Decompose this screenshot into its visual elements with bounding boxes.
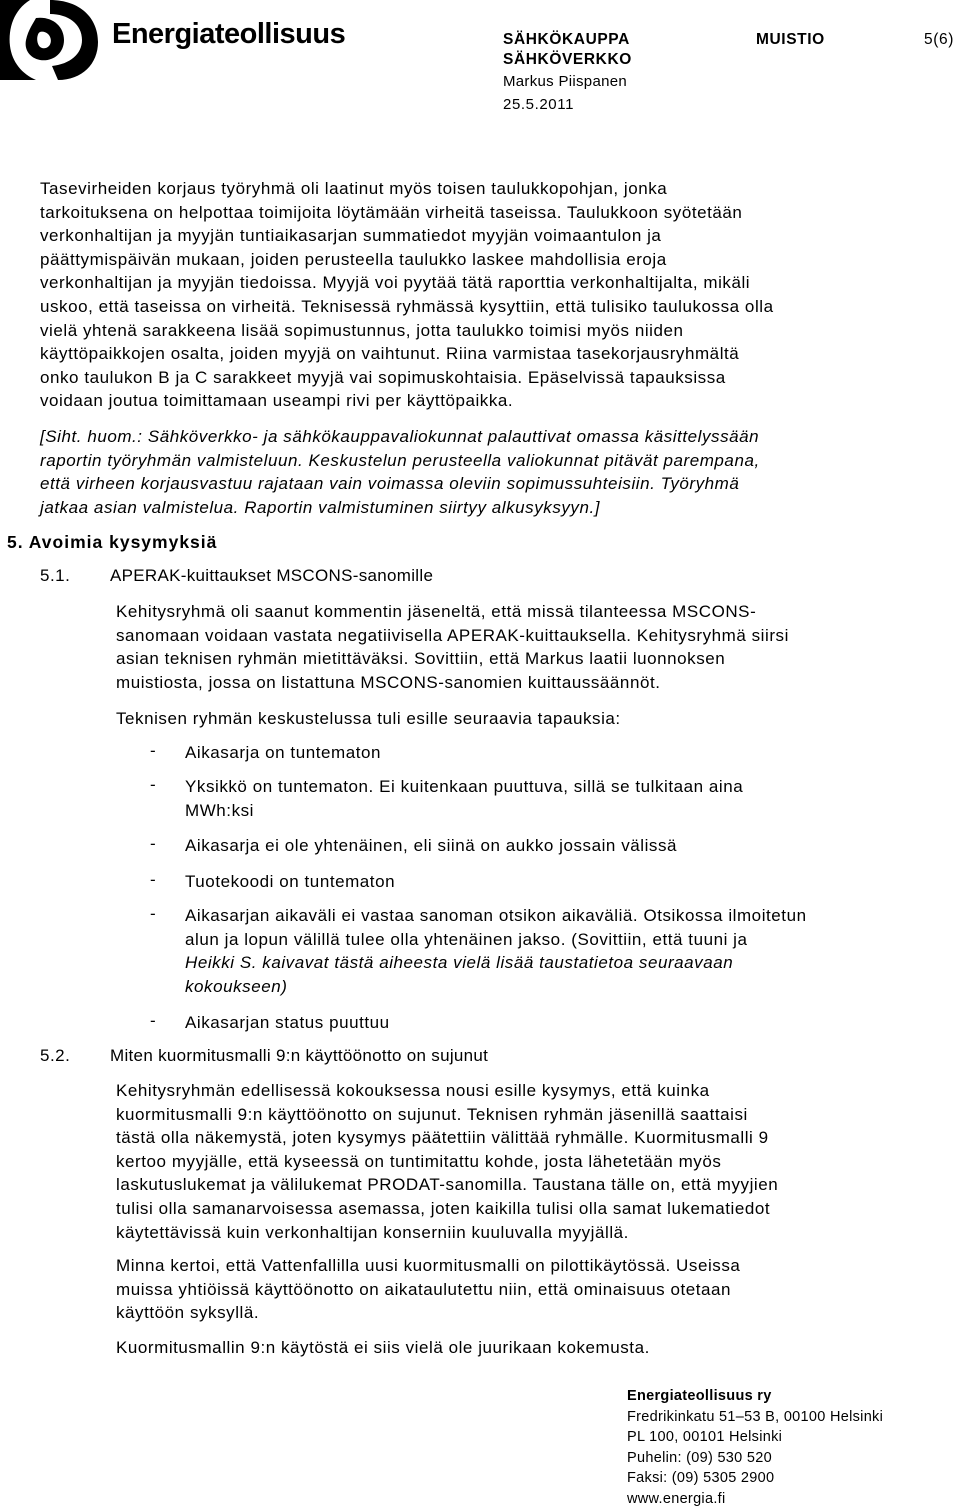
footer-website: www.energia.fi (627, 1489, 883, 1509)
header-department-1: SÄHKÖKAUPPA (503, 31, 630, 49)
company-logo-text: Energiateollisuus (112, 18, 345, 51)
text-line: tarkoituksena on helpottaa toimijoita löytämään virheitä taseissa. Taulukkoon syötetään (40, 201, 774, 225)
text-line: Aikasarja ei ole yhtenäinen, eli siinä on aukko jossain välissä (185, 834, 677, 858)
text-line: vielä yhtenä sarakkeena lisää sopimustunnus, jotta taulukko toimisi myös niiden (40, 319, 774, 343)
text-line: käyttöön syksyllä. (116, 1301, 740, 1325)
text-line: Yksikkö on tuntematon. Ei kuitenkaan puuttuva, sillä se tulkitaan aina (185, 775, 743, 799)
text-line: Kuormitusmallin 9:n käytöstä ei siis vielä ole juurikaan kokemusta. (116, 1336, 650, 1360)
subsection-number: 5.1. (40, 566, 70, 586)
subsection-title: Miten kuormitusmalli 9:n käyttöönotto on sujunut (110, 1046, 488, 1066)
text-line: asian teknisen ryhmän mietittäväksi. Sovittiin, että Markus laatii luonnoksen (116, 647, 789, 671)
text-line: uskoo, että taseissa on virheitä. Teknisessä ryhmässä kysyttiin, että tulisiko taulukossa olla (40, 295, 774, 319)
header-department-2: SÄHKÖVERKKO (503, 51, 632, 69)
text-line: tulisi olla samanarvoisessa asemassa, joten kaikilla tulisi olla samat lukematiedot (116, 1197, 778, 1221)
text-line: Aikasarja on tuntematon (185, 741, 381, 765)
list-bullet: - (150, 741, 156, 761)
secretary-note (40, 425, 760, 519)
text-line: kertoo myyjälle, että kyseessä on tuntimitattu kohde, josta lähetetään myös (116, 1150, 778, 1174)
footer-pobox: PL 100, 00101 Helsinki (627, 1427, 883, 1448)
list-bullet: - (150, 904, 156, 924)
list-bullet: - (150, 775, 156, 795)
text-line: muistiosta, jossa on listattuna MSCONS-sanomien kuittaussäännöt. (116, 671, 789, 695)
footer-phone: Puhelin: (09) 530 520 (627, 1448, 883, 1469)
text-line: verkonhaltijan ja myyjän tiedoissa. Myyjä voi pyytää tätä raporttia verkonhaltijalta, mikäli (40, 271, 774, 295)
paragraph (116, 707, 621, 731)
text-line: käytettävissä kuin verkonhaltijan konserniin kuuluvalla myyjällä. (116, 1221, 778, 1245)
text-line: Minna kertoi, että Vattenfallilla uusi kuormitusmalli on pilottikäytössä. Useissa (116, 1254, 740, 1278)
text-line: Kehitysryhmä oli saanut kommentin jäseneltä, että missä tilanteessa MSCONS- (116, 600, 789, 624)
text-line: MWh:ksi (185, 799, 743, 823)
list-bullet: - (150, 870, 156, 890)
text-line: Tasevirheiden korjaus työryhmä oli laatinut myös toisen taulukkopohjan, jonka (40, 177, 774, 201)
list-item (185, 1011, 390, 1035)
text-line: verkonhaltijan ja myyjän tuntiaikasarjan summatiedot myyjän voimaantulon ja (40, 224, 774, 248)
subsection-number: 5.2. (40, 1046, 70, 1066)
text-line: kokoukseen) (185, 975, 807, 999)
text-line: raportin työryhmän valmisteluun. Keskustelun perusteella valiokunnat pitävät parempana, (40, 449, 760, 473)
company-logo-icon (0, 0, 100, 80)
text-line: päättymispäivän mukaan, joiden perusteella taulukko laskee mahdollisia eroja (40, 248, 774, 272)
text-line: sanomaan voidaan vastata negatiivisella APERAK-kuittauksella. Kehitysryhmä siirsi (116, 624, 789, 648)
subsection-title: APERAK-kuittaukset MSCONS-sanomille (110, 566, 433, 586)
text-line: että virheen korjausvastuu rajataan vain voimassa oleviin sopimussuhteisiin. Työryhmä (40, 472, 760, 496)
text-line: Aikasarjan aikaväli ei vastaa sanoman otsikon aikaväliä. Otsikossa ilmoitetun (185, 904, 807, 928)
footer-fax: Faksi: (09) 5305 2900 (627, 1468, 883, 1489)
section-heading: 5. Avoimia kysymyksiä (7, 532, 217, 553)
text-line: voidaan joutua toimittamaan useampi rivi per käyttöpaikka. (40, 389, 774, 413)
text-line: laskutuslukemat ja välilukemat PRODAT-sanomilla. Taustana tälle on, että myyjien (116, 1173, 778, 1197)
paragraph (116, 600, 789, 694)
footer-contact (627, 1386, 883, 1509)
page-number: 5(6) (924, 31, 954, 49)
list-bullet: - (150, 1011, 156, 1031)
text-line: Aikasarjan status puuttuu (185, 1011, 390, 1035)
list-item (185, 741, 381, 765)
text-line: Kehitysryhmän edellisessä kokouksessa nousi esille kysymys, että kuinka (116, 1079, 778, 1103)
list-item (185, 904, 807, 998)
intro-paragraph (40, 177, 774, 413)
footer-organization: Energiateollisuus ry (627, 1386, 883, 1407)
list-item (185, 775, 743, 822)
text-line: alun ja lopun välillä tulee olla yhtenäinen jakso. (Sovittiin, että tuuni ja (185, 928, 807, 952)
list-item (185, 870, 395, 894)
text-line: jatkaa asian valmistelua. Raportin valmistuminen siirtyy alkusyksyyn.] (40, 496, 760, 520)
text-line: kuormitusmalli 9:n käyttöönotto on sujunut. Teknisen ryhmän jäsenillä saattaisi (116, 1103, 778, 1127)
text-line: Tuotekoodi on tuntematon (185, 870, 395, 894)
text-line: onko taulukon B ja C sarakkeet myyjä vai sopimuskohtaisia. Epäselvissä tapauksissa (40, 366, 774, 390)
text-line: Teknisen ryhmän keskustelussa tuli esille seuraavia tapauksia: (116, 707, 621, 731)
paragraph (116, 1336, 650, 1360)
header-author: Markus Piispanen (503, 73, 627, 90)
paragraph (116, 1079, 778, 1244)
text-line: Heikki S. kaivavat tästä aiheesta vielä lisää taustatietoa seuraavaan (185, 951, 807, 975)
text-line: käyttöpaikkojen osalta, joiden myyjä on vaihtunut. Riina varmistaa tasekorjausryhmältä (40, 342, 774, 366)
header-document-type: MUISTIO (756, 31, 825, 49)
list-item (185, 834, 677, 858)
header-date: 25.5.2011 (503, 96, 574, 113)
footer-address: Fredrikinkatu 51–53 B, 00100 Helsinki (627, 1407, 883, 1428)
list-bullet: - (150, 834, 156, 854)
text-line: tästä olla näkemystä, joten kysymys päätettiin välittää ryhmälle. Kuormitusmalli 9 (116, 1126, 778, 1150)
text-line: [Siht. huom.: Sähköverkko- ja sähkökauppavaliokunnat palauttivat omassa käsittelyssään (40, 425, 760, 449)
text-line: muissa yhtiöissä käyttöönotto on aikataulutettu niin, että ominaisuus otetaan (116, 1278, 740, 1302)
paragraph (116, 1254, 740, 1325)
